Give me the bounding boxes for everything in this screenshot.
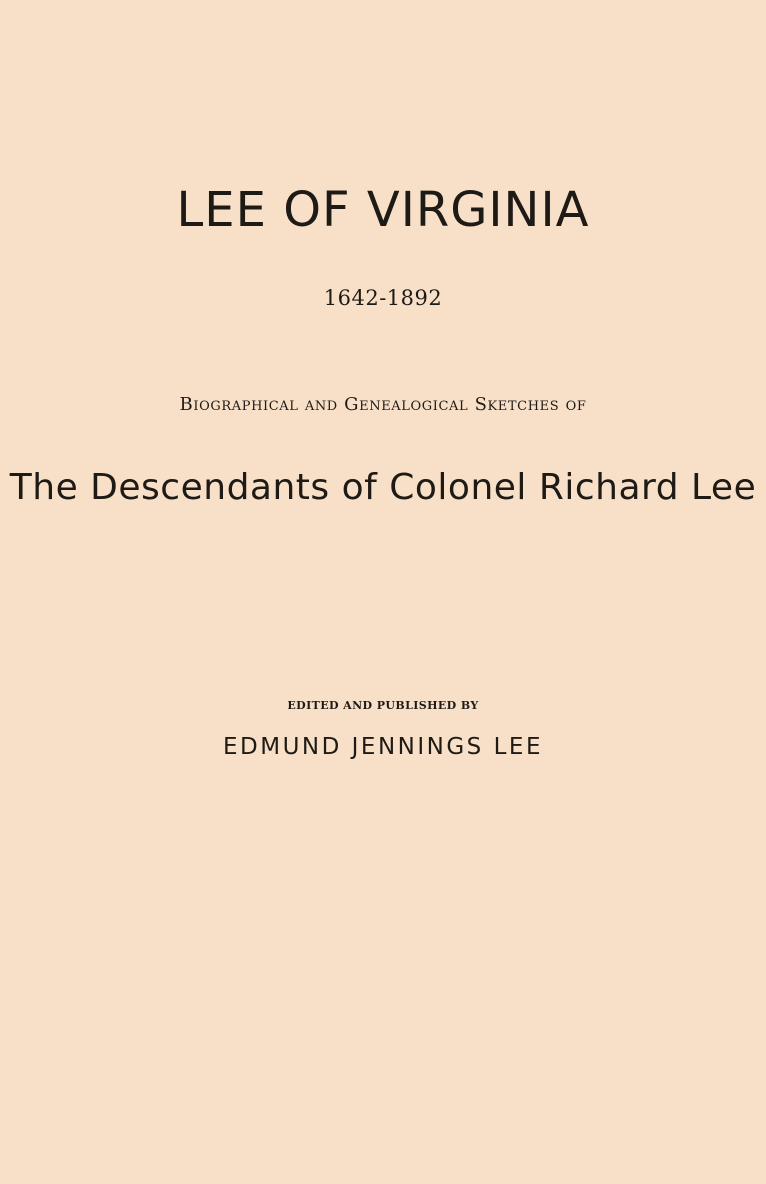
author-name: EDMUND JENNINGS LEE [223, 734, 543, 760]
date-range: 1642-1892 [323, 286, 443, 310]
book-subtitle: Biographical and Genealogical Sketches of [179, 394, 587, 415]
main-heading: The Descendants of Colonel Richard Lee [9, 467, 757, 508]
book-title: LEE OF VIRGINIA [176, 182, 590, 238]
edited-by-label: EDITED AND PUBLISHED BY [287, 699, 479, 712]
